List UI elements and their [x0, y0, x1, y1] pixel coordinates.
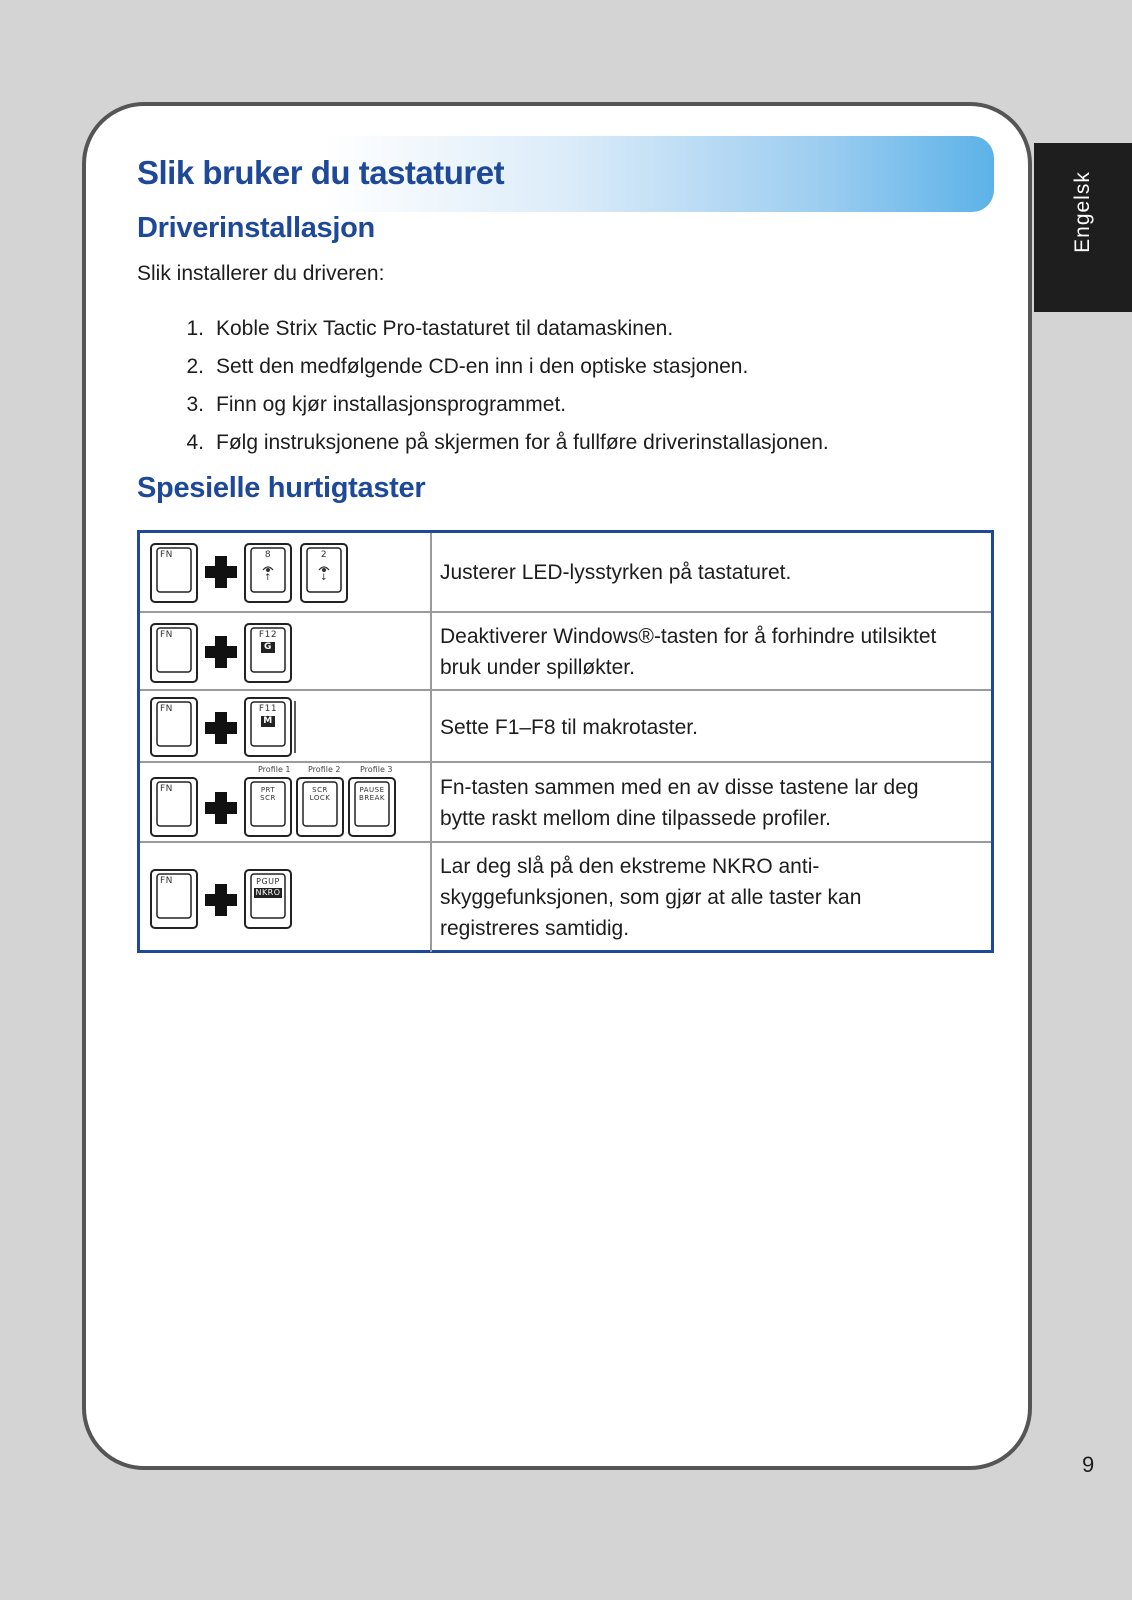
hotkey-description — [440, 843, 977, 952]
fn-key-icon — [150, 869, 198, 929]
fn-key-icon — [150, 543, 198, 603]
driver-intro: Slik installerer du driveren: — [137, 262, 385, 285]
scroll-lock-key-icon — [296, 777, 344, 837]
step-number: 1. — [186, 317, 204, 340]
pgup-key-icon — [244, 869, 292, 929]
hotkey-table — [137, 530, 994, 953]
plus-icon — [204, 791, 238, 825]
hotkey-keys — [140, 691, 432, 763]
list-item — [160, 390, 829, 428]
key-badge: NKRO — [255, 888, 281, 897]
description-line: bytte raskt mellom dine tilpassede profiler. — [440, 807, 832, 830]
print-screen-key-icon — [244, 777, 292, 837]
driver-section-heading: Driverinstallasjon — [137, 212, 375, 244]
hotkey-description — [440, 691, 977, 763]
language-tab-label: Engelsk — [1071, 171, 1094, 253]
key-label: FN — [160, 704, 173, 714]
key-badge: G — [264, 642, 272, 652]
step-number: 3. — [186, 393, 204, 416]
key-label: FN — [160, 876, 173, 886]
table-row — [140, 841, 991, 952]
key-label-line2: BREAK — [359, 794, 385, 802]
page-title: Slik bruker du tastaturet — [137, 154, 505, 191]
pause-break-key-icon — [348, 777, 396, 837]
table-row — [140, 689, 991, 763]
hotkey-keys — [140, 843, 432, 952]
description-line: Fn-tasten sammen med en av disse tastene lar deg — [440, 776, 919, 799]
description-line: Sette F1–F8 til makrotaster. — [440, 715, 698, 739]
profile-label: Profile 1 — [258, 765, 291, 774]
step-text: Sett den medfølgende CD-en inn i den optiske stasjonen. — [216, 355, 749, 378]
page-number: 9 — [1082, 1452, 1095, 1477]
table-row — [140, 761, 991, 843]
fn-key-icon — [150, 623, 198, 683]
table-row — [140, 533, 991, 611]
f11-key-icon — [244, 697, 298, 757]
f12-key-icon — [244, 623, 292, 683]
key-sub-label: ↓ — [319, 573, 329, 583]
description-line: Deaktiverer Windows®-tasten for å forhindre utilsiktet — [440, 625, 937, 648]
hotkeys-section-heading: Spesielle hurtigtaster — [137, 472, 426, 504]
fn-key-icon — [150, 697, 198, 757]
key-label: 2 — [320, 550, 328, 560]
key-8-icon — [244, 543, 292, 603]
step-text: Finn og kjør installasjonsprogrammet. — [216, 393, 567, 416]
key-label: FN — [160, 550, 173, 560]
step-text: Følg instruksjonene på skjermen for å fullføre driverinstallasjonen. — [216, 431, 829, 454]
key-label: FN — [160, 630, 173, 640]
hotkey-keys — [140, 763, 432, 843]
key-label: PAUSE — [359, 786, 385, 794]
plus-icon — [204, 711, 238, 745]
step-text: Koble Strix Tactic Pro-tastaturet til datamaskinen. — [216, 317, 674, 340]
description-line: skyggefunksjonen, som gjør at alle taster kan — [440, 886, 862, 909]
key-badge: M — [263, 716, 273, 726]
key-label-line2: LOCK — [309, 794, 331, 802]
hotkey-description — [440, 763, 977, 843]
table-row — [140, 611, 991, 691]
description-line: Justerer LED-lysstyrken på tastaturet. — [440, 560, 792, 584]
step-number: 4. — [186, 431, 204, 454]
plus-icon — [204, 883, 238, 917]
driver-steps-list — [160, 314, 829, 466]
key-label: F12 — [258, 630, 278, 640]
fn-key-icon — [150, 777, 198, 837]
hotkey-keys — [140, 533, 432, 611]
list-item — [160, 314, 829, 352]
key-label: FN — [160, 784, 173, 794]
plus-icon — [204, 555, 238, 589]
description-line: Lar deg slå på den ekstreme NKRO anti- — [440, 855, 820, 878]
hotkey-keys — [140, 613, 432, 691]
key-sub-label: ↑ — [263, 573, 273, 583]
hotkey-description — [440, 613, 977, 691]
description-line: bruk under spilløkter. — [440, 656, 635, 679]
key-label: PGUP — [256, 877, 280, 886]
profile-label: Profile 3 — [360, 765, 393, 774]
key-label: F11 — [258, 704, 278, 714]
plus-icon — [204, 635, 238, 669]
key-label: 8 — [264, 550, 272, 560]
list-item — [160, 352, 829, 390]
key-label: SCR — [312, 786, 328, 794]
key-label-line2: SCR — [260, 794, 276, 802]
description-line: registreres samtidig. — [440, 917, 630, 940]
hotkey-description — [440, 533, 977, 611]
step-number: 2. — [186, 355, 204, 378]
key-2-icon — [300, 543, 348, 603]
list-item — [160, 428, 829, 466]
key-label: PRT — [260, 786, 276, 794]
profile-label: Profile 2 — [308, 765, 341, 774]
